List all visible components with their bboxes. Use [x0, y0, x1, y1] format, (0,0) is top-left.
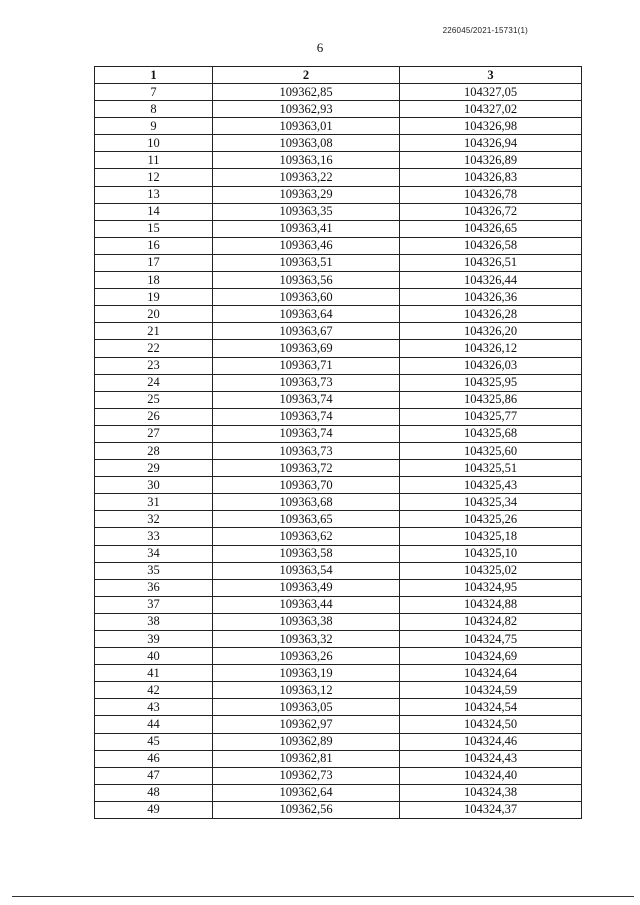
x-coordinate-cell: 109363,32 — [213, 631, 400, 648]
y-coordinate-cell: 104327,02 — [400, 101, 582, 118]
table-row — [95, 733, 582, 750]
y-coordinate-cell: 104326,78 — [400, 186, 582, 203]
table-row — [95, 237, 582, 254]
y-coordinate-cell: 104324,50 — [400, 716, 582, 733]
x-coordinate-cell: 109363,54 — [213, 562, 400, 579]
point-number-cell: 45 — [95, 733, 213, 750]
x-coordinate-cell: 109362,81 — [213, 750, 400, 767]
point-number-cell: 49 — [95, 801, 213, 818]
column-header-3: 3 — [400, 67, 582, 84]
point-number-cell: 26 — [95, 408, 213, 425]
x-coordinate-cell: 109363,67 — [213, 323, 400, 340]
x-coordinate-cell: 109362,89 — [213, 733, 400, 750]
x-coordinate-cell: 109363,70 — [213, 477, 400, 494]
y-coordinate-cell: 104325,51 — [400, 460, 582, 477]
y-coordinate-cell: 104326,72 — [400, 203, 582, 220]
x-coordinate-cell: 109363,38 — [213, 613, 400, 630]
point-number-cell: 12 — [95, 169, 213, 186]
x-coordinate-cell: 109363,72 — [213, 460, 400, 477]
point-number-cell: 8 — [95, 101, 213, 118]
y-coordinate-cell: 104326,28 — [400, 306, 582, 323]
point-number-cell: 37 — [95, 596, 213, 613]
y-coordinate-cell: 104326,12 — [400, 340, 582, 357]
x-coordinate-cell: 109363,49 — [213, 579, 400, 596]
point-number-cell: 15 — [95, 220, 213, 237]
table-row — [95, 545, 582, 562]
table-header-row — [95, 67, 582, 84]
x-coordinate-cell: 109363,35 — [213, 203, 400, 220]
point-number-cell: 11 — [95, 152, 213, 169]
point-number-cell: 29 — [95, 460, 213, 477]
table-body — [95, 84, 582, 819]
y-coordinate-cell: 104324,59 — [400, 682, 582, 699]
x-coordinate-cell: 109363,44 — [213, 596, 400, 613]
point-number-cell: 42 — [95, 682, 213, 699]
point-number-cell: 44 — [95, 716, 213, 733]
table-row — [95, 135, 582, 152]
y-coordinate-cell: 104325,95 — [400, 374, 582, 391]
point-number-cell: 17 — [95, 254, 213, 271]
table-row — [95, 289, 582, 306]
table-row — [95, 801, 582, 818]
page-number: 6 — [316, 40, 324, 55]
x-coordinate-cell: 109363,64 — [213, 306, 400, 323]
table-row — [95, 665, 582, 682]
y-coordinate-cell: 104325,86 — [400, 391, 582, 408]
table-row — [95, 596, 582, 613]
x-coordinate-cell: 109363,16 — [213, 152, 400, 169]
y-coordinate-cell: 104326,20 — [400, 323, 582, 340]
point-number-cell: 18 — [95, 272, 213, 289]
table-row — [95, 613, 582, 630]
table-row — [95, 220, 582, 237]
y-coordinate-cell: 104326,94 — [400, 135, 582, 152]
point-number-cell: 25 — [95, 391, 213, 408]
point-number-cell: 34 — [95, 545, 213, 562]
x-coordinate-cell: 109363,05 — [213, 699, 400, 716]
table-row — [95, 477, 582, 494]
table-row — [95, 494, 582, 511]
x-coordinate-cell: 109363,69 — [213, 340, 400, 357]
table-row — [95, 750, 582, 767]
y-coordinate-cell: 104324,64 — [400, 665, 582, 682]
table-row — [95, 254, 582, 271]
point-number-cell: 28 — [95, 442, 213, 459]
table-row — [95, 101, 582, 118]
footer-divider — [12, 896, 634, 897]
y-coordinate-cell: 104324,37 — [400, 801, 582, 818]
point-number-cell: 30 — [95, 477, 213, 494]
point-number-cell: 13 — [95, 186, 213, 203]
table-row — [95, 84, 582, 101]
table-row — [95, 118, 582, 135]
y-coordinate-cell: 104326,89 — [400, 152, 582, 169]
point-number-cell: 41 — [95, 665, 213, 682]
table-row — [95, 357, 582, 374]
x-coordinate-cell: 109363,41 — [213, 220, 400, 237]
y-coordinate-cell: 104326,98 — [400, 118, 582, 135]
table-row — [95, 716, 582, 733]
table-row — [95, 152, 582, 169]
x-coordinate-cell: 109363,74 — [213, 391, 400, 408]
point-number-cell: 32 — [95, 511, 213, 528]
point-number-cell: 10 — [95, 135, 213, 152]
x-coordinate-cell: 109363,01 — [213, 118, 400, 135]
document-reference: 226045/2021-15731(1) — [442, 26, 528, 35]
x-coordinate-cell: 109362,93 — [213, 101, 400, 118]
x-coordinate-cell: 109363,56 — [213, 272, 400, 289]
point-number-cell: 22 — [95, 340, 213, 357]
table-row — [95, 682, 582, 699]
table-row — [95, 169, 582, 186]
point-number-cell: 9 — [95, 118, 213, 135]
point-number-cell: 23 — [95, 357, 213, 374]
x-coordinate-cell: 109363,74 — [213, 408, 400, 425]
y-coordinate-cell: 104325,68 — [400, 425, 582, 442]
table-row — [95, 442, 582, 459]
table-row — [95, 784, 582, 801]
y-coordinate-cell: 104324,88 — [400, 596, 582, 613]
x-coordinate-cell: 109363,74 — [213, 425, 400, 442]
y-coordinate-cell: 104324,43 — [400, 750, 582, 767]
x-coordinate-cell: 109363,62 — [213, 528, 400, 545]
x-coordinate-cell: 109363,12 — [213, 682, 400, 699]
table-row — [95, 323, 582, 340]
y-coordinate-cell: 104327,05 — [400, 84, 582, 101]
x-coordinate-cell: 109362,64 — [213, 784, 400, 801]
y-coordinate-cell: 104325,10 — [400, 545, 582, 562]
y-coordinate-cell: 104325,02 — [400, 562, 582, 579]
point-number-cell: 36 — [95, 579, 213, 596]
column-header-1: 1 — [95, 67, 213, 84]
x-coordinate-cell: 109363,71 — [213, 357, 400, 374]
table-row — [95, 579, 582, 596]
point-number-cell: 47 — [95, 767, 213, 784]
y-coordinate-cell: 104325,18 — [400, 528, 582, 545]
coordinates-table — [94, 66, 582, 819]
y-coordinate-cell: 104326,44 — [400, 272, 582, 289]
x-coordinate-cell: 109363,65 — [213, 511, 400, 528]
x-coordinate-cell: 109363,60 — [213, 289, 400, 306]
table-row — [95, 306, 582, 323]
y-coordinate-cell: 104326,58 — [400, 237, 582, 254]
y-coordinate-cell: 104325,77 — [400, 408, 582, 425]
table-row — [95, 374, 582, 391]
point-number-cell: 19 — [95, 289, 213, 306]
y-coordinate-cell: 104324,54 — [400, 699, 582, 716]
table-row — [95, 186, 582, 203]
x-coordinate-cell: 109363,73 — [213, 374, 400, 391]
table-row — [95, 528, 582, 545]
table-row — [95, 203, 582, 220]
x-coordinate-cell: 109363,68 — [213, 494, 400, 511]
table-row — [95, 460, 582, 477]
y-coordinate-cell: 104325,26 — [400, 511, 582, 528]
table-row — [95, 767, 582, 784]
y-coordinate-cell: 104326,51 — [400, 254, 582, 271]
table-row — [95, 425, 582, 442]
point-number-cell: 38 — [95, 613, 213, 630]
table-row — [95, 340, 582, 357]
point-number-cell: 27 — [95, 425, 213, 442]
point-number-cell: 14 — [95, 203, 213, 220]
table-row — [95, 391, 582, 408]
x-coordinate-cell: 109363,73 — [213, 442, 400, 459]
y-coordinate-cell: 104324,69 — [400, 648, 582, 665]
point-number-cell: 46 — [95, 750, 213, 767]
y-coordinate-cell: 104324,82 — [400, 613, 582, 630]
x-coordinate-cell: 109363,08 — [213, 135, 400, 152]
y-coordinate-cell: 104324,46 — [400, 733, 582, 750]
table-row — [95, 408, 582, 425]
x-coordinate-cell: 109363,19 — [213, 665, 400, 682]
y-coordinate-cell: 104326,03 — [400, 357, 582, 374]
y-coordinate-cell: 104325,43 — [400, 477, 582, 494]
point-number-cell: 35 — [95, 562, 213, 579]
table-row — [95, 631, 582, 648]
point-number-cell: 40 — [95, 648, 213, 665]
y-coordinate-cell: 104325,34 — [400, 494, 582, 511]
table-row — [95, 648, 582, 665]
y-coordinate-cell: 104324,38 — [400, 784, 582, 801]
point-number-cell: 21 — [95, 323, 213, 340]
point-number-cell: 48 — [95, 784, 213, 801]
x-coordinate-cell: 109362,56 — [213, 801, 400, 818]
table-row — [95, 699, 582, 716]
point-number-cell: 43 — [95, 699, 213, 716]
table-row — [95, 511, 582, 528]
point-number-cell: 20 — [95, 306, 213, 323]
table-row — [95, 272, 582, 289]
point-number-cell: 39 — [95, 631, 213, 648]
point-number-cell: 7 — [95, 84, 213, 101]
x-coordinate-cell: 109362,85 — [213, 84, 400, 101]
table-row — [95, 562, 582, 579]
y-coordinate-cell: 104326,83 — [400, 169, 582, 186]
x-coordinate-cell: 109363,46 — [213, 237, 400, 254]
y-coordinate-cell: 104324,95 — [400, 579, 582, 596]
point-number-cell: 33 — [95, 528, 213, 545]
y-coordinate-cell: 104326,65 — [400, 220, 582, 237]
x-coordinate-cell: 109363,22 — [213, 169, 400, 186]
x-coordinate-cell: 109363,58 — [213, 545, 400, 562]
column-header-2: 2 — [213, 67, 400, 84]
y-coordinate-cell: 104324,75 — [400, 631, 582, 648]
x-coordinate-cell: 109363,29 — [213, 186, 400, 203]
x-coordinate-cell: 109363,26 — [213, 648, 400, 665]
x-coordinate-cell: 109363,51 — [213, 254, 400, 271]
point-number-cell: 24 — [95, 374, 213, 391]
y-coordinate-cell: 104324,40 — [400, 767, 582, 784]
point-number-cell: 16 — [95, 237, 213, 254]
point-number-cell: 31 — [95, 494, 213, 511]
y-coordinate-cell: 104326,36 — [400, 289, 582, 306]
x-coordinate-cell: 109362,73 — [213, 767, 400, 784]
x-coordinate-cell: 109362,97 — [213, 716, 400, 733]
y-coordinate-cell: 104325,60 — [400, 442, 582, 459]
